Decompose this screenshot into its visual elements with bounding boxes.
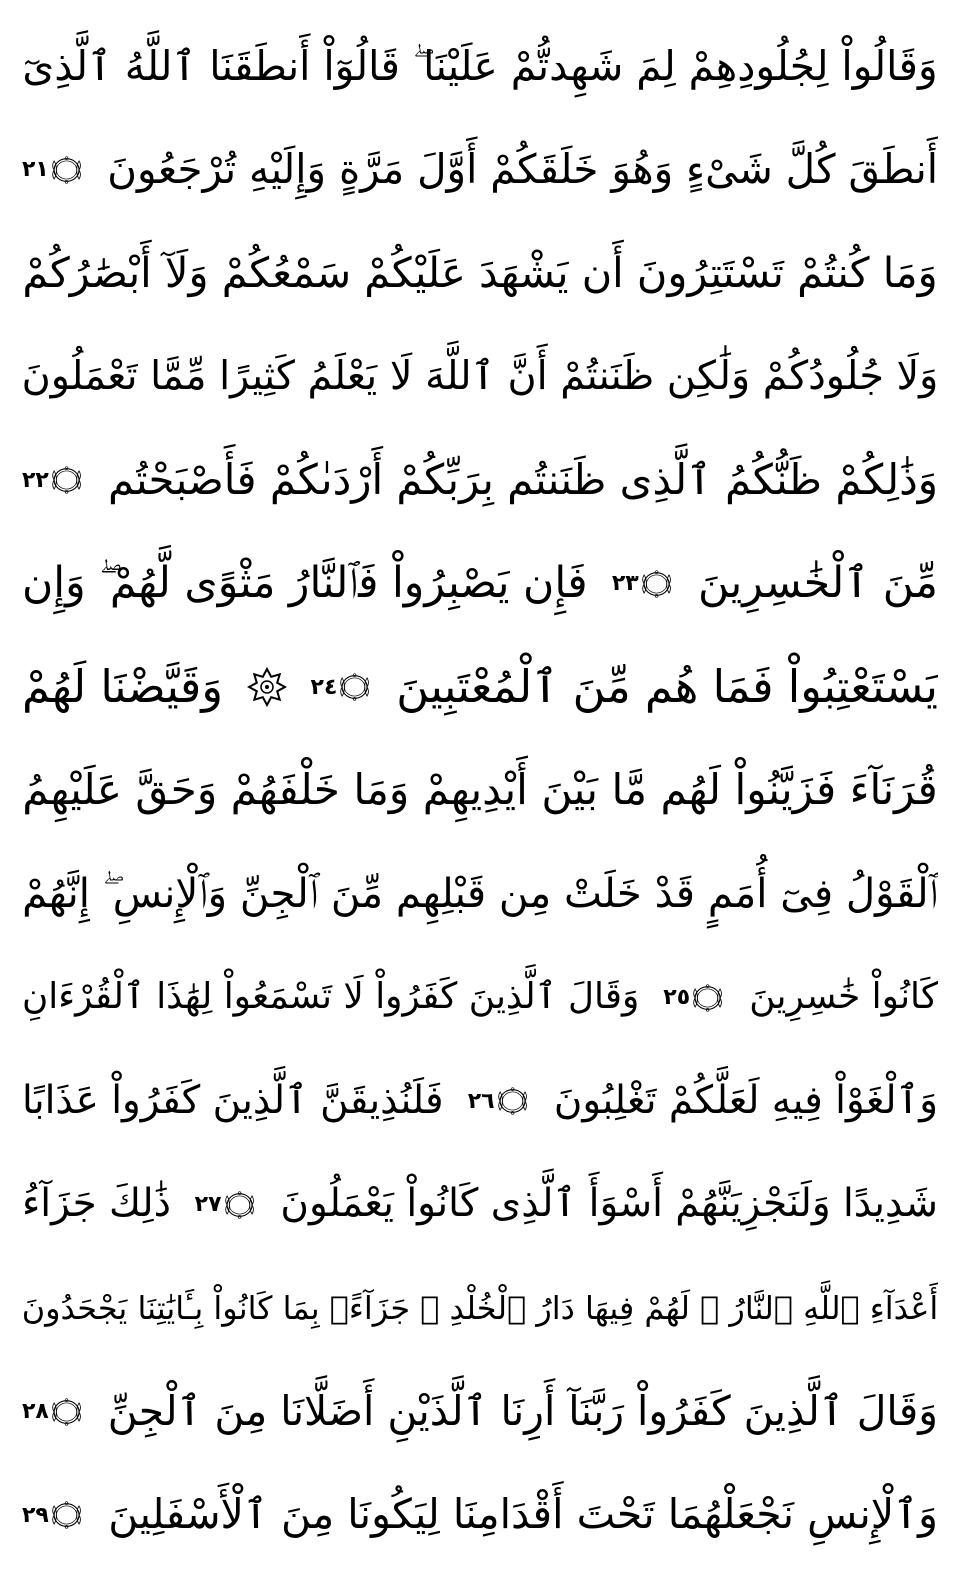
verse-text: شَدِيدًا وَلَنَجْزِيَنَّهُمْ أَسْوَأَ ٱلَّذِى كَانُواْ يَعْمَلُونَ (280, 1181, 938, 1227)
verse-text: وَقَالَ ٱلَّذِينَ كَفَرُواْ رَبَّنَآ أَرِنَا ٱلَّذَيْنِ أَضَلَّانَا مِنَ ٱلْجِنِّ (107, 1387, 938, 1436)
verse-text: وَقَالَ ٱلَّذِينَ كَفَرُواْ لَا تَسْمَعُواْ لِهَٰذَا ٱلْقُرْءَانِ (22, 976, 640, 1018)
ayah-number: ٢٣ (611, 571, 639, 596)
verse-text: وَذَٰلِكُمْ ظَنُّكُمُ ٱلَّذِى ظَنَنتُم بِرَبِّكُمْ أَرْدَىٰكُمْ فَأَصْبَحْتُم (108, 454, 938, 504)
ayah-number: ٢٦ (467, 1088, 495, 1114)
ayah-number-marker (22, 454, 84, 506)
verse-line (22, 329, 938, 425)
verse-text: وَقَالُواْ لِجُلُودِهِمْ لِمَ شَهِدتُّمْ عَلَيْنَا ۖ قَالُوٓاْ أَنطَقَنَا ٱللَّهُ ٱلَّذِىٓ (22, 41, 938, 90)
ayah-number: ٢١ (22, 157, 49, 182)
ayah-number: ٢٤ (310, 674, 338, 700)
verse-line (22, 1364, 938, 1460)
verse-text: فَلَنُذِيقَنَّ ٱلَّذِينَ كَفَرُواْ عَذَابًا (22, 1077, 444, 1123)
verse-line (22, 225, 938, 321)
verse-text: مِّنَ ٱلْخَٰسِرِينَ (698, 557, 938, 608)
verse-line (22, 536, 938, 632)
verse-text: وَٱلْإِنسِ نَجْعَلْهُمَا تَحْتَ أَقْدَامِنَا لِيَكُونَا مِنَ ٱلْأَسْفَلِينَ (108, 1490, 938, 1539)
verse-line (22, 1260, 938, 1356)
ayah-number: ٢٧ (194, 1192, 222, 1217)
verse-lines (22, 18, 938, 1563)
verse-line (22, 743, 938, 839)
verse-line (22, 122, 938, 218)
verse-text: أَعْدَآءِ ٱللَّهِ ٱلنَّارُ ۖ لَهُمْ فِيهَا دَارُ ٱلْخُلْدِ ۖ جَزَآءًۢ بِمَا كَانُواْ بِـَٔايَٰتِنَا يَجْحَدُونَ (22, 1288, 938, 1327)
ayah-number-marker (468, 1075, 530, 1127)
ayah-number: ٢٩ (22, 1502, 49, 1528)
verse-text: كَانُواْ خَٰسِرِينَ (749, 976, 938, 1018)
verse-text: ٱلْقَوْلُ فِىٓ أُمَمٍ قَدْ خَلَتْ مِن قَبْلِهِم مِّنَ ٱلْجِنِّ وَٱلْإِنسِ ۖ إِنَّهُمْ (22, 869, 938, 917)
verse-text: فَإِن يَصْبِرُواْ فَٱلنَّارُ مَثْوًى لَّهُمْ ۖ وَإِن (22, 557, 588, 608)
ayah-number-marker (22, 144, 84, 196)
verse-line (22, 1053, 938, 1149)
verse-line (22, 639, 938, 735)
verse-line (22, 1157, 938, 1253)
verse-line (22, 432, 938, 528)
ayah-number-marker (612, 558, 674, 610)
verse-line (22, 18, 938, 114)
verse-text: وَٱلْغَوْاْ فِيهِ لَعَلَّكُمْ تَغْلِبُونَ (553, 1077, 938, 1123)
ayah-number-marker (195, 1179, 257, 1231)
ayah-number-marker (22, 1489, 84, 1541)
verse-line (22, 1467, 938, 1563)
verse-text: أَنطَقَ كُلَّ شَىْءٍ وَهُوَ خَلَقَكُمْ أَوَّلَ مَرَّةٍ وَإِلَيْهِ تُرْجَعُونَ (107, 145, 938, 194)
verse-line (22, 846, 938, 942)
sajdah-star-icon (247, 667, 287, 707)
ayah-number: ٢٢ (22, 467, 49, 493)
verse-text: يَسْتَعْتِبُواْ فَمَا هُم مِّنَ ٱلْمُعْتَبِينَ (396, 660, 938, 714)
ayah-number: ٢٨ (22, 1399, 49, 1424)
verse-text: قُرَنَآءَ فَزَيَّنُواْ لَهُم مَّا بَيْنَ أَيْدِيهِمْ وَمَا خَلْفَهُمْ وَحَقَّ عَلَيْهِمُ (22, 765, 938, 815)
verse-text: ذَٰلِكَ جَزَآءُ (22, 1181, 171, 1227)
verse-text: وَمَا كُنتُمْ تَسْتَتِرُونَ أَن يَشْهَدَ عَلَيْكُمْ سَمْعُكُمْ وَلَآ أَبْصَٰرُكُمْ (22, 248, 938, 298)
ayah-number-marker (663, 972, 725, 1024)
ayah-number-marker (22, 1386, 84, 1438)
verse-line (22, 950, 938, 1046)
verse-text: وَقَيَّضْنَا لَهُمْ (22, 660, 223, 714)
verse-text: وَلَا جُلُودُكُمْ وَلَٰكِن ظَنَنتُمْ أَنَّ ٱللَّهَ لَا يَعْلَمُ كَثِيرًا مِّمَّا تَعْمَلُونَ (22, 352, 938, 399)
ayah-number: ٢٥ (663, 985, 691, 1010)
ayah-number-marker (311, 661, 373, 713)
